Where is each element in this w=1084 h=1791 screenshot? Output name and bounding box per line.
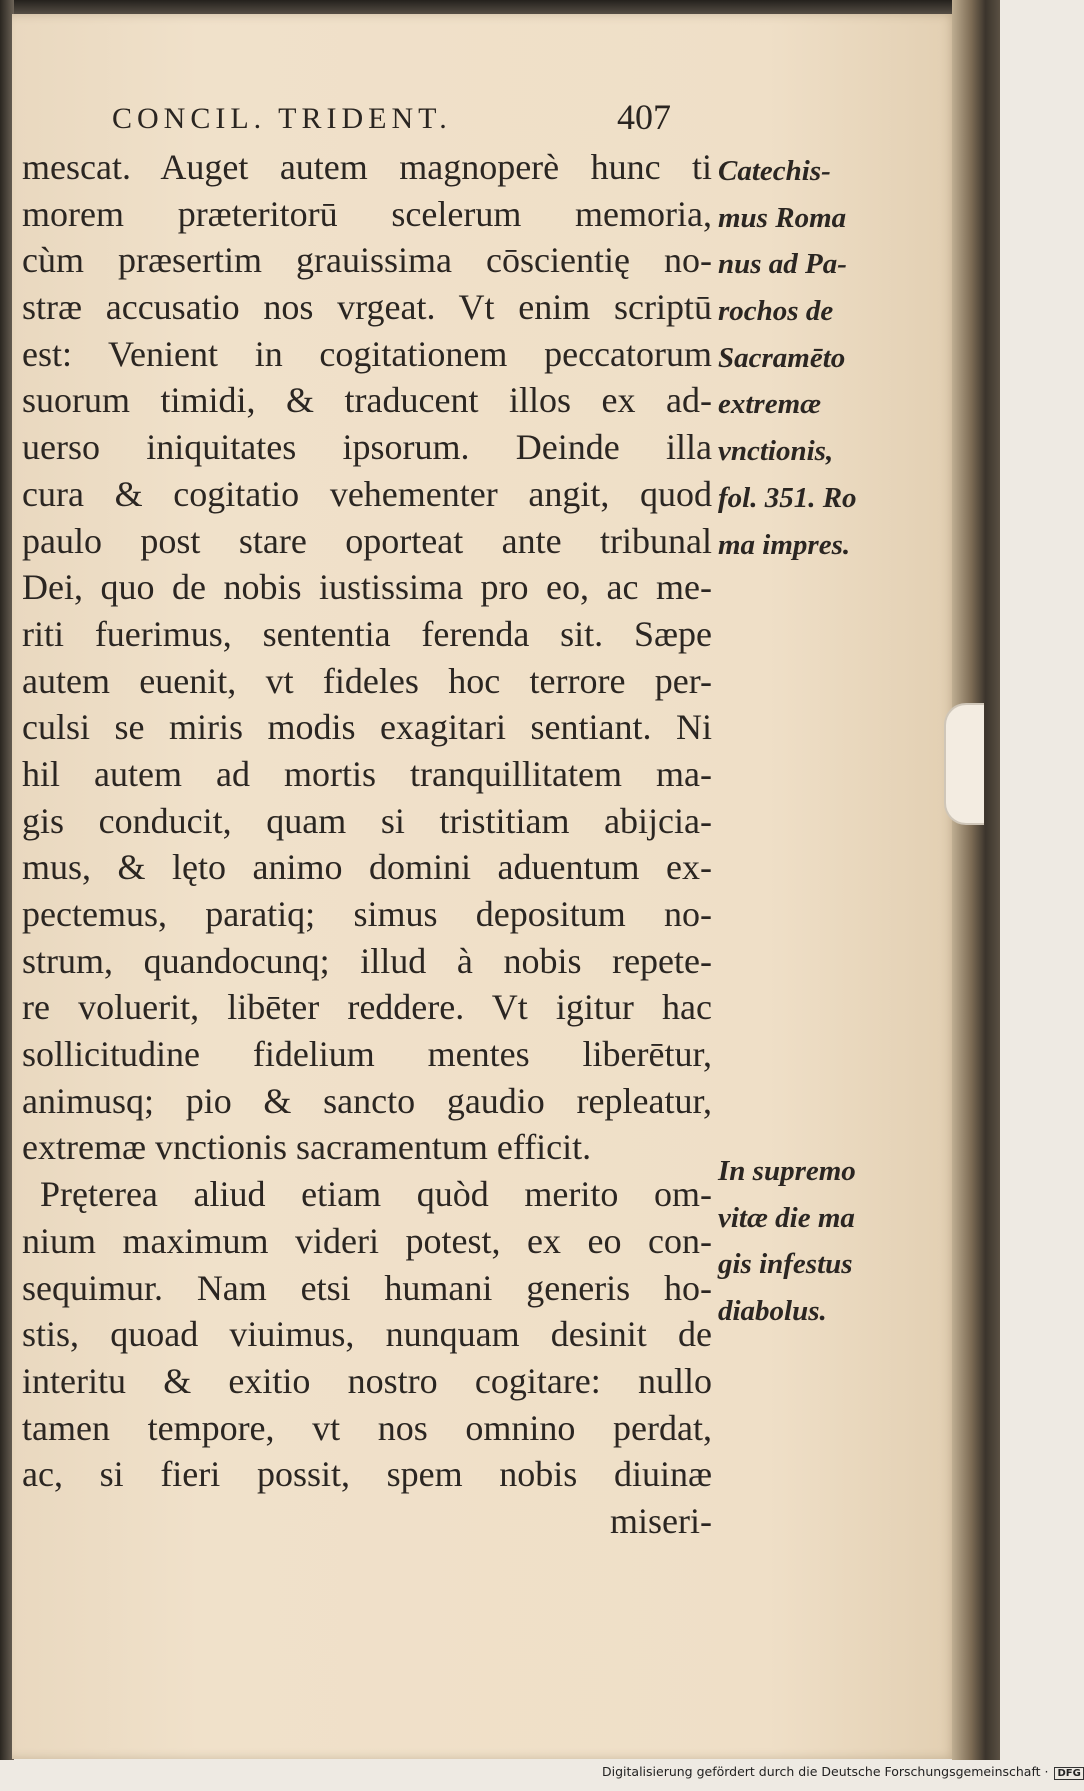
text-line: est: Venient in cogitationem peccatorum — [22, 333, 712, 374]
margin-note-line: nus ad Pa- — [718, 248, 847, 281]
text-line: hil autem ad mortis tranquillitatem ma- — [22, 753, 712, 794]
text-line: mus, & lęto animo domini aduentum ex- — [22, 847, 712, 888]
text-line: cùm præsertim grauissima cōscientię no- — [22, 240, 712, 281]
text-line: morem præteritorū scelerum memoria, — [22, 193, 712, 234]
margin-note-line: In supremo — [718, 1155, 856, 1187]
text-line: sequimur. Nam etsi humani generis ho- — [22, 1267, 712, 1308]
text-line: Pręterea aliud etiam quòd merito om- — [40, 1174, 712, 1215]
credit-text: Digitalisierung gefördert durch die Deutsche Forschungsgemeinschaft · — [602, 1764, 1049, 1779]
margin-note-line: vitæ die ma — [718, 1201, 855, 1234]
margin-note-line: Catechis- — [718, 155, 831, 187]
text-line: nium maximum videri potest, ex eo con- — [22, 1220, 712, 1261]
digitization-credit — [602, 1764, 1084, 1780]
text-line: paulo post stare oporteat ante tribunal — [22, 520, 712, 561]
text-line: pectemus, paratiq; simus depositum no- — [22, 894, 712, 934]
text-line: miseri- — [610, 1500, 712, 1541]
text-line: cura & cogitatio vehementer angit, quod — [22, 473, 712, 514]
text-line: stræ accusatio nos vrgeat. Vt enim scriptū — [22, 287, 712, 328]
running-title: CONCIL. TRIDENT. — [112, 102, 452, 135]
text-line: suorum timidi, & traducent illos ex ad- — [22, 380, 712, 421]
margin-note-line: fol. 351. Ro — [718, 481, 857, 514]
text-line: sollicitudine fidelium mentes liberētur, — [22, 1034, 712, 1075]
margin-note-line: mus Roma — [718, 201, 847, 234]
book-spine-edge — [952, 0, 1000, 1760]
running-header — [112, 96, 712, 146]
margin-note-diabolus — [718, 1148, 878, 1335]
margin-note-line: ma impres. — [718, 528, 851, 561]
margin-note-line: gis infestus — [718, 1248, 853, 1281]
text-line: ac, si fieri possit, spem nobis diuinæ — [22, 1454, 712, 1495]
margin-note-catechismus — [718, 148, 878, 568]
main-text-block — [22, 144, 712, 1545]
text-line: tamen tempore, vt nos omnino perdat, — [22, 1407, 712, 1448]
text-line: animusq; pio & sancto gaudio repleatur, — [22, 1080, 712, 1121]
margin-note-line: vnctionis, — [718, 435, 834, 468]
text-line: strum, quandocunq; illud à nobis repete- — [22, 940, 712, 981]
text-line: uerso iniquitates ipsorum. Deinde illa — [22, 427, 712, 468]
dfg-logo: DFG — [1054, 1767, 1083, 1780]
text-line: mescat. Auget autem magnoperè hunc ti — [22, 147, 712, 187]
text-line: culsi se miris modis exagitari sentiant. Ni — [22, 707, 712, 748]
text-line: interitu & exitio nostro cogitare: nullo — [22, 1360, 712, 1401]
margin-note-line: diabolus. — [718, 1295, 827, 1328]
page-number: 407 — [617, 97, 671, 137]
text-line: re voluerit, libēter reddere. Vt igitur hac — [22, 987, 712, 1028]
text-line: riti fuerimus, sententia ferenda sit. Sæpe — [22, 613, 712, 654]
margin-note-line: extremæ — [718, 388, 822, 421]
text-line: autem euenit, vt fideles hoc terrore per- — [22, 660, 712, 701]
text-line: stis, quoad viuimus, nunquam desinit de — [22, 1314, 712, 1355]
text-line: gis conducit, quam si tristitiam abijcia- — [22, 800, 712, 841]
page-clip-tab — [944, 703, 984, 825]
margin-note-line: Sacramēto — [718, 341, 846, 374]
margin-note-line: rochos de — [718, 295, 834, 328]
text-line: extremæ vnctionis sacramentum efficit. — [22, 1127, 592, 1168]
text-line: Dei, quo de nobis iustissima pro eo, ac me- — [22, 567, 712, 608]
